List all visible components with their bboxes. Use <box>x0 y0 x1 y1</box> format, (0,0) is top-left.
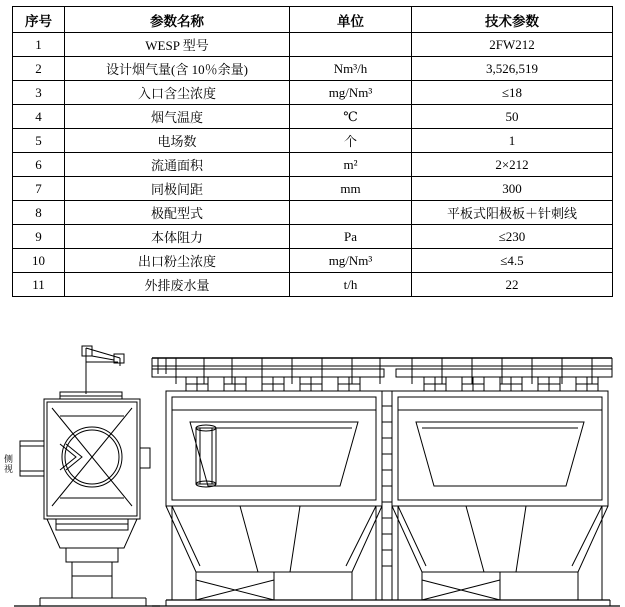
cell-no: 9 <box>13 225 65 249</box>
cell-unit <box>290 201 412 225</box>
table-row <box>13 225 613 249</box>
cell-value: 3,526,519 <box>412 57 613 81</box>
cell-no: 10 <box>13 249 65 273</box>
cell-no: 11 <box>13 273 65 297</box>
cell-name: 极配型式 <box>65 201 290 225</box>
column-header-value: 技术参数 <box>412 7 613 33</box>
cell-no: 1 <box>13 33 65 57</box>
column-header-unit: 单位 <box>290 7 412 33</box>
cell-name: 烟气温度 <box>65 105 290 129</box>
cell-no: 2 <box>13 57 65 81</box>
cell-name: 电场数 <box>65 129 290 153</box>
table-row <box>13 129 613 153</box>
insulator-boxes <box>186 377 598 391</box>
cell-name: 本体阻力 <box>65 225 290 249</box>
cell-unit: Pa <box>290 225 412 249</box>
wesp-elevation-drawing <box>0 336 625 607</box>
cell-name: 入口含尘浓度 <box>65 81 290 105</box>
specification-table <box>12 6 613 297</box>
cell-value: 22 <box>412 273 613 297</box>
cell-no: 7 <box>13 177 65 201</box>
cell-unit: mg/Nm³ <box>290 81 412 105</box>
figure-side-label: 侧视 <box>3 454 13 474</box>
table-row <box>13 81 613 105</box>
table-row <box>13 249 613 273</box>
cell-no: 3 <box>13 81 65 105</box>
cell-value: 2FW212 <box>412 33 613 57</box>
cell-value: 2×212 <box>412 153 613 177</box>
side-view-group <box>14 346 160 606</box>
cell-no: 6 <box>13 153 65 177</box>
cell-name: 流通面积 <box>65 153 290 177</box>
cell-value: ≤4.5 <box>412 249 613 273</box>
document-page <box>0 6 625 607</box>
cell-value: ≤18 <box>412 81 613 105</box>
cell-name: 出口粉尘浓度 <box>65 249 290 273</box>
cell-no: 8 <box>13 201 65 225</box>
cell-value: ≤230 <box>412 225 613 249</box>
cell-unit <box>290 33 412 57</box>
table-row <box>13 33 613 57</box>
cell-value: 50 <box>412 105 613 129</box>
cell-unit: mm <box>290 177 412 201</box>
table-row <box>13 177 613 201</box>
cell-unit: Nm³/h <box>290 57 412 81</box>
column-header-name: 参数名称 <box>65 7 290 33</box>
table-row <box>13 273 613 297</box>
cell-unit: m² <box>290 153 412 177</box>
table-row <box>13 105 613 129</box>
table-row <box>13 201 613 225</box>
cell-name: 同极间距 <box>65 177 290 201</box>
cell-name: WESP 型号 <box>65 33 290 57</box>
cell-value: 1 <box>412 129 613 153</box>
equipment-drawing <box>0 336 625 607</box>
front-view-group <box>152 358 620 606</box>
table-row <box>13 57 613 81</box>
column-header-no: 序号 <box>13 7 65 33</box>
cell-no: 4 <box>13 105 65 129</box>
cell-name: 外排废水量 <box>65 273 290 297</box>
table-row <box>13 153 613 177</box>
cell-unit: 个 <box>290 129 412 153</box>
cell-unit: mg/Nm³ <box>290 249 412 273</box>
cell-unit: ℃ <box>290 105 412 129</box>
cell-unit: t/h <box>290 273 412 297</box>
cell-no: 5 <box>13 129 65 153</box>
cell-value: 300 <box>412 177 613 201</box>
table-header-row <box>13 7 613 33</box>
cell-name: 设计烟气量(含 10％余量) <box>65 57 290 81</box>
cell-value: 平板式阳极板＋针刺线 <box>412 201 613 225</box>
